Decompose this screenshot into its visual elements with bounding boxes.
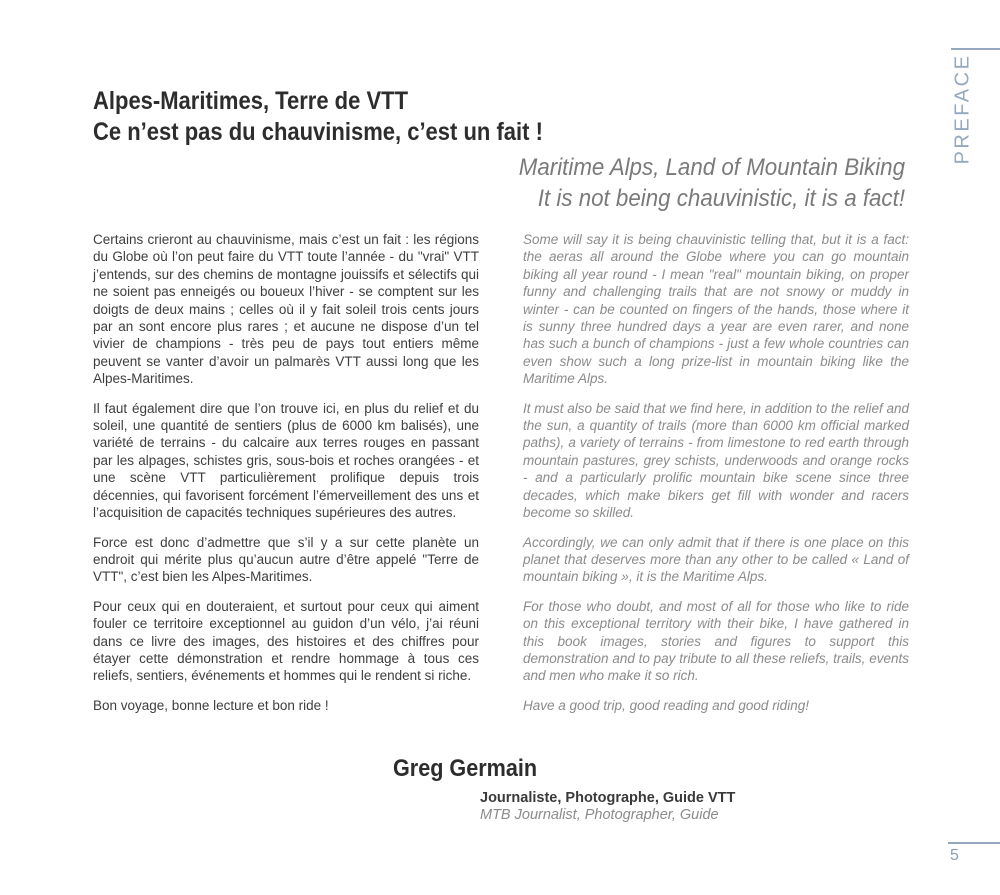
french-paragraph-4: Pour ceux qui en douteraient, et surtout pour ceux qui aiment fouler ce territoire exceptionnel au guidon d’un vélo, j’ai réuni dans ce livre des images, des histoires et des chiffres pour étayer cette démonstration et rendre hommage à tous ces reliefs, sentiers, événements et hommes qui le rendent si riche. xyxy=(93,598,479,684)
title-english-line1: Maritime Alps, Land of Mountain Biking xyxy=(518,154,905,181)
french-paragraph-2: Il faut également dire que l’on trouve ici, en plus du relief et du soleil, une quantité de sentiers (plus de 6000 km balisés), une variété de terrains - du calcaire aux terres rouges en passant par les alpages, schistes gris, sous-bois et roches orangées - et une scène VTT particulièrement prolifique depuis trois décennies, qui favorisent forcément l’émerveillement des uns et l’acquisition de capacités techniques supérieures des autres. xyxy=(93,400,479,521)
title-french-line2: Ce n’est pas du chauvinisme, c’est un fait ! xyxy=(93,118,543,146)
folio-line xyxy=(948,842,1000,844)
english-paragraph-3: Accordingly, we can only admit that if there is one place on this planet that deserves more than any other to be called « Land of mountain biking », it is the Maritime Alps. xyxy=(523,534,909,585)
english-paragraph-4: For those who doubt, and most of all for those who like to ride on this exceptional territory with their bike, I have gathered in this book images, stories and figures to support this demonstration and to pay tribute to all these reliefs, trails, events and men who make it so rich. xyxy=(523,598,909,684)
page-number: 5 xyxy=(950,847,959,864)
margin-tab-line-top xyxy=(951,48,1000,50)
french-paragraph-5: Bon voyage, bonne lecture et bon ride ! xyxy=(93,697,329,713)
english-column xyxy=(523,231,909,726)
author-roles xyxy=(480,790,736,823)
author-role-english: MTB Journalist, Photographer, Guide xyxy=(480,806,719,823)
french-column xyxy=(93,231,479,726)
title-english-line2: It is not being chauvinistic, it is a fact! xyxy=(537,185,905,212)
french-paragraph-1: Certains crieront au chauvinisme, mais c’est un fait : les régions du Globe où l’on peut faire du VTT toute l’année - du "vrai" VTT j’entends, sur des chemins de montagne jouissifs et sélectifs qui ne soient pas enneigés ou boueux l’hiver - se comptent sur les doigts de deux mains ; celles où il y fait soleil trois cents jours par an sont encore plus rares ; et aucune ne dispose d’un tel vivier de champions - très peu de pays tout entiers même peuvent se vanter d’avoir un palmarès VTT aussi long que les Alpes-Maritimes. xyxy=(93,232,479,387)
english-paragraph-2: It must also be said that we find here, in addition to the relief and the sun, a quantity of trails (more than 6000 km official marked paths), a variety of terrains - from limestone to red earth through mountain pastures, grey schists, underwoods and orange rocks - and a particularly prolific mountain bike scene since three decades, which make bikers get fill with wonder and racers become so skilled. xyxy=(523,400,909,521)
page-title-french xyxy=(93,86,543,148)
english-paragraph-1: Some will say it is being chauvinistic telling that, but it is a fact: the aeras all around the Globe where you can go mountain biking all year round - I mean "real" mountain biking, on proper funny and challenging trails that are not snowy or muddy in winter - can be counted on fingers of the hands, those where it is sunny three hundred days a year are even rarer, and none has such a bunch of champions - just a few whole countries can even show such a long prize-list in mountain biking like the Maritime Alps. xyxy=(523,232,909,387)
page-title-english xyxy=(347,152,905,214)
body-columns xyxy=(93,231,909,726)
french-paragraph-3: Force est donc d’admettre que s’il y a sur cette planète un endroit qui mérite plus qu’aucun autre d’être appelé "Terre de VTT", c’est bien les Alpes-Maritimes. xyxy=(93,534,479,585)
author-role-french: Journaliste, Photographe, Guide VTT xyxy=(480,790,736,806)
title-french-line1: Alpes-Maritimes, Terre de VTT xyxy=(93,87,409,115)
author-name: Greg Germain xyxy=(393,755,538,782)
section-label-vertical: PREFACE xyxy=(951,53,974,165)
english-paragraph-5: Have a good trip, good reading and good riding! xyxy=(523,697,809,713)
